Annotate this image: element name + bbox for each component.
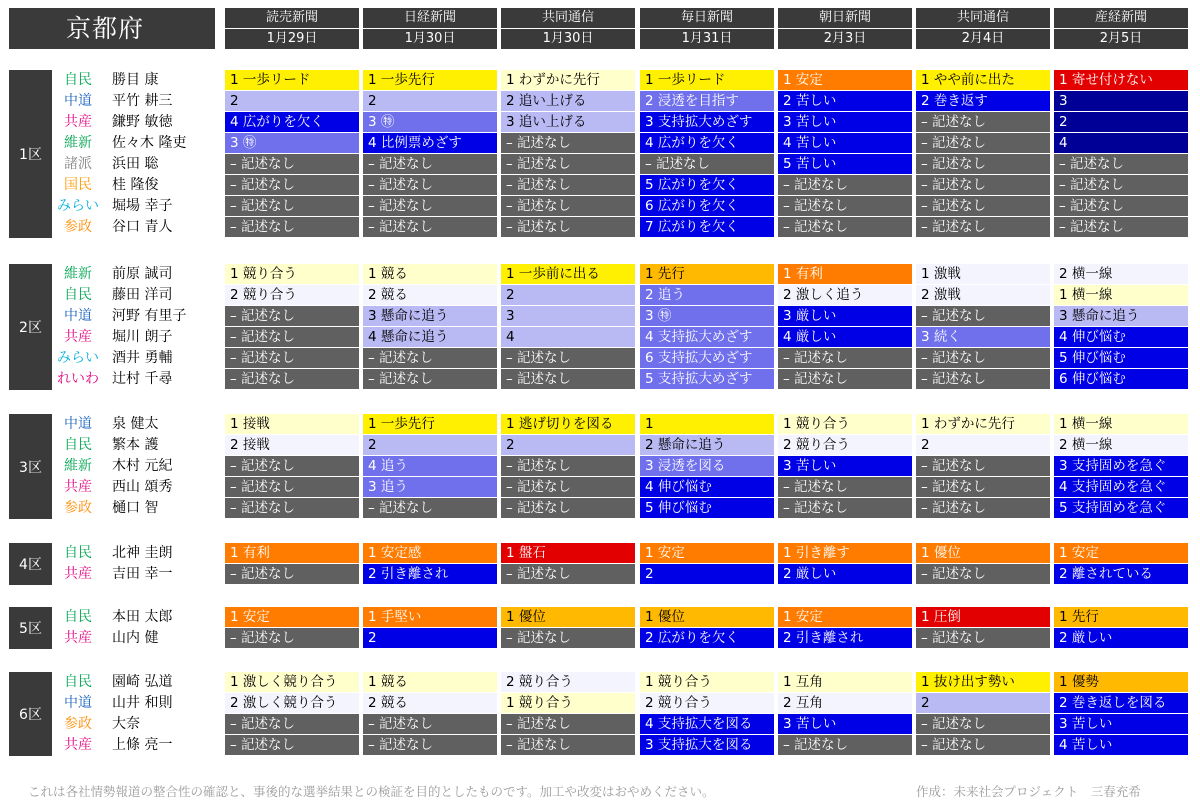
candidate-party: 中道	[64, 416, 92, 432]
candidate-name: 堀場 幸子	[112, 198, 173, 214]
forecast-cell: 3 厳しい	[778, 306, 912, 326]
forecast-cell: – 記述なし	[363, 735, 497, 755]
footer-note: これは各社情勢報道の整合性の確認と、事後的な選挙結果との検証を目的としたものです。加工や改変はおやめください。	[28, 784, 715, 799]
forecast-cell: 4 支持拡大を図る	[640, 714, 774, 734]
column-header-name: 共同通信	[501, 8, 635, 28]
column-header-date: 2月3日	[778, 29, 912, 49]
forecast-cell: 4 広がりを欠く	[225, 112, 359, 132]
candidate-name: 木村 元紀	[112, 458, 173, 474]
forecast-cell: 2 引き離され	[363, 564, 497, 584]
candidate-party: 国民	[64, 177, 92, 193]
forecast-cell: – 記述なし	[916, 735, 1050, 755]
forecast-cell: 2 競り合う	[501, 672, 635, 692]
forecast-cell: 1 有利	[778, 264, 912, 284]
forecast-cell: – 記述なし	[778, 175, 912, 195]
forecast-cell: – 記述なし	[501, 196, 635, 216]
forecast-cell: 2 激しく追う	[778, 285, 912, 305]
forecast-cell: 3 支持拡大めざす	[640, 112, 774, 132]
forecast-cell: – 記述なし	[1054, 217, 1188, 237]
forecast-cell: 5 伸び悩む	[640, 498, 774, 518]
forecast-cell: 2 激戦	[916, 285, 1050, 305]
candidate-party: みらい	[57, 350, 99, 366]
forecast-cell: – 記述なし	[916, 133, 1050, 153]
forecast-cell: – 記述なし	[225, 369, 359, 389]
column-header-name: 毎日新聞	[640, 8, 774, 28]
forecast-cell: – 記述なし	[225, 628, 359, 648]
forecast-cell: 1 競る	[363, 264, 497, 284]
forecast-cell: 3 苦しい	[778, 112, 912, 132]
forecast-cell: 2 競り合う	[225, 285, 359, 305]
forecast-cell: 2 横一線	[1054, 264, 1188, 284]
forecast-cell: – 記述なし	[225, 306, 359, 326]
forecast-cell: 2 厳しい	[778, 564, 912, 584]
forecast-cell: 2 追い上げる	[501, 91, 635, 111]
forecast-cell: 1 横一線	[1054, 414, 1188, 434]
forecast-cell: 2 巻き返す	[916, 91, 1050, 111]
forecast-cell: 4 支持拡大めざす	[640, 327, 774, 347]
forecast-cell: – 記述なし	[501, 154, 635, 174]
column-header-name: 共同通信	[916, 8, 1050, 28]
forecast-cell: 2	[916, 693, 1050, 713]
forecast-cell: – 記述なし	[916, 477, 1050, 497]
column-header-date: 1月31日	[640, 29, 774, 49]
forecast-cell: – 記述なし	[778, 217, 912, 237]
forecast-cell: – 記述なし	[640, 154, 774, 174]
forecast-cell: 3 支持固めを急ぐ	[1054, 456, 1188, 476]
candidate-party: みらい	[57, 198, 99, 214]
candidate-name: 辻村 千尋	[112, 371, 173, 387]
forecast-cell: – 記述なし	[225, 498, 359, 518]
forecast-cell: – 記述なし	[501, 217, 635, 237]
forecast-cell: 2 接戦	[225, 435, 359, 455]
district-label: 6区	[9, 672, 52, 756]
candidate-party: 自民	[64, 674, 92, 690]
forecast-cell: 2	[640, 564, 774, 584]
candidate-name: 泉 健太	[112, 416, 159, 432]
forecast-cell: 2 広がりを欠く	[640, 628, 774, 648]
candidate-party: 共産	[64, 329, 92, 345]
forecast-cell: – 記述なし	[363, 369, 497, 389]
forecast-cell: 1 一歩リード	[225, 70, 359, 90]
forecast-cell: 4 追う	[363, 456, 497, 476]
candidate-name: 河野 有里子	[112, 308, 187, 324]
forecast-cell: – 記述なし	[778, 498, 912, 518]
forecast-cell: 1 逃げ切りを図る	[501, 414, 635, 434]
forecast-cell: – 記述なし	[916, 369, 1050, 389]
forecast-cell: – 記述なし	[916, 196, 1050, 216]
column-header-date: 1月30日	[501, 29, 635, 49]
forecast-cell: 1 互角	[778, 672, 912, 692]
candidate-name: 堀川 朗子	[112, 329, 173, 345]
candidate-name: 本田 太郎	[112, 609, 173, 625]
candidate-name: 浜田 聡	[112, 156, 159, 172]
column-header-name: 産経新聞	[1054, 8, 1188, 28]
forecast-cell: 5 苦しい	[778, 154, 912, 174]
forecast-cell: 4 伸び悩む	[1054, 327, 1188, 347]
forecast-cell: – 記述なし	[1054, 175, 1188, 195]
forecast-cell: – 記述なし	[916, 175, 1050, 195]
forecast-cell: – 記述なし	[916, 154, 1050, 174]
forecast-cell: 1 優勢	[1054, 672, 1188, 692]
candidate-name: 大奈	[112, 716, 140, 732]
forecast-cell: 2	[1054, 112, 1188, 132]
forecast-cell: – 記述なし	[225, 196, 359, 216]
forecast-cell: – 記述なし	[916, 306, 1050, 326]
candidate-name: 北神 圭朗	[112, 545, 173, 561]
column-header-date: 2月4日	[916, 29, 1050, 49]
column-header-date: 1月29日	[225, 29, 359, 49]
forecast-cell: – 記述なし	[363, 714, 497, 734]
forecast-cell: 6 伸び悩む	[1054, 369, 1188, 389]
forecast-cell: 1 接戦	[225, 414, 359, 434]
forecast-cell: – 記述なし	[363, 175, 497, 195]
forecast-cell: 1 一歩先行	[363, 414, 497, 434]
column-header-name: 読売新聞	[225, 8, 359, 28]
candidate-party: 中道	[64, 308, 92, 324]
forecast-cell: 1 競り合う	[225, 264, 359, 284]
candidate-party: 自民	[64, 545, 92, 561]
forecast-cell: 1 先行	[1054, 607, 1188, 627]
forecast-cell: – 記述なし	[225, 175, 359, 195]
candidate-name: 山井 和則	[112, 695, 173, 711]
district-label: 4区	[9, 543, 52, 585]
forecast-cell: – 記述なし	[916, 217, 1050, 237]
forecast-cell: 4 苦しい	[778, 133, 912, 153]
forecast-cell: – 記述なし	[363, 196, 497, 216]
forecast-cell: 2 競る	[363, 693, 497, 713]
forecast-cell: – 記述なし	[501, 735, 635, 755]
forecast-cell: 3 苦しい	[778, 456, 912, 476]
forecast-cell: 6 支持拡大めざす	[640, 348, 774, 368]
candidate-name: 藤田 洋司	[112, 287, 173, 303]
forecast-cell: 2 競り合う	[640, 693, 774, 713]
candidate-party: 中道	[64, 695, 92, 711]
candidate-party: 共産	[64, 114, 92, 130]
forecast-cell: – 記述なし	[225, 154, 359, 174]
candidate-party: 自民	[64, 437, 92, 453]
forecast-cell: 1 引き離す	[778, 543, 912, 563]
forecast-cell: 1 わずかに先行	[916, 414, 1050, 434]
district-label: 1区	[9, 70, 52, 238]
forecast-cell: 2 苦しい	[778, 91, 912, 111]
forecast-cell: – 記述なし	[501, 175, 635, 195]
forecast-cell: – 記述なし	[501, 348, 635, 368]
forecast-cell: – 記述なし	[501, 133, 635, 153]
candidate-name: 吉田 幸一	[112, 566, 173, 582]
candidate-party: 参政	[64, 219, 92, 235]
forecast-cell: 3 苦しい	[778, 714, 912, 734]
forecast-cell: – 記述なし	[225, 735, 359, 755]
forecast-cell: – 記述なし	[916, 714, 1050, 734]
forecast-cell: – 記述なし	[501, 564, 635, 584]
candidate-name: 佐々木 隆吏	[112, 135, 187, 151]
forecast-cell: 1 安定	[225, 607, 359, 627]
forecast-cell: 1 先行	[640, 264, 774, 284]
forecast-cell: 5 広がりを欠く	[640, 175, 774, 195]
forecast-cell: 2	[501, 435, 635, 455]
forecast-cell: 3 続く	[916, 327, 1050, 347]
forecast-cell: 1 安定感	[363, 543, 497, 563]
page-title: 京都府	[9, 8, 215, 49]
candidate-party: れいわ	[57, 371, 99, 387]
forecast-cell: 1 激しく競り合う	[225, 672, 359, 692]
forecast-cell: 3	[501, 306, 635, 326]
candidate-name: 桂 隆俊	[112, 177, 159, 193]
forecast-cell: 4 比例票めざす	[363, 133, 497, 153]
forecast-cell: – 記述なし	[916, 498, 1050, 518]
forecast-cell: 1 手堅い	[363, 607, 497, 627]
forecast-cell: 1 一歩リード	[640, 70, 774, 90]
forecast-cell: 2 厳しい	[1054, 628, 1188, 648]
candidate-party: 自民	[64, 287, 92, 303]
forecast-cell: 1 横一線	[1054, 285, 1188, 305]
forecast-cell: 3 懸命に追う	[1054, 306, 1188, 326]
forecast-cell: 1 競り合う	[778, 414, 912, 434]
forecast-cell: – 記述なし	[225, 564, 359, 584]
forecast-cell: 1 安定	[778, 70, 912, 90]
candidate-party: 諸派	[64, 156, 92, 172]
forecast-cell: 2 離されている	[1054, 564, 1188, 584]
forecast-cell: 3 ㊕	[640, 306, 774, 326]
forecast-cell: – 記述なし	[778, 196, 912, 216]
forecast-cell: 4 支持固めを急ぐ	[1054, 477, 1188, 497]
candidate-name: 酒井 勇輔	[112, 350, 173, 366]
forecast-cell: – 記述なし	[916, 456, 1050, 476]
forecast-cell: 2	[225, 91, 359, 111]
forecast-cell: – 記述なし	[501, 369, 635, 389]
forecast-cell: – 記述なし	[363, 348, 497, 368]
district-label: 2区	[9, 264, 52, 390]
forecast-cell: – 記述なし	[501, 477, 635, 497]
forecast-cell: 4	[1054, 133, 1188, 153]
column-header-name: 朝日新聞	[778, 8, 912, 28]
forecast-cell: – 記述なし	[225, 456, 359, 476]
forecast-cell: 4 懸命に追う	[363, 327, 497, 347]
forecast-cell: 4 苦しい	[1054, 735, 1188, 755]
forecast-cell: 4	[501, 327, 635, 347]
forecast-cell: – 記述なし	[778, 348, 912, 368]
forecast-cell: – 記述なし	[1054, 196, 1188, 216]
forecast-cell: – 記述なし	[916, 628, 1050, 648]
forecast-cell: – 記述なし	[225, 217, 359, 237]
candidate-name: 西山 頌秀	[112, 479, 173, 495]
forecast-cell: – 記述なし	[225, 348, 359, 368]
forecast-cell: – 記述なし	[363, 498, 497, 518]
district-label: 5区	[9, 607, 52, 649]
candidate-name: 前原 誠司	[112, 266, 173, 282]
forecast-cell: 3 ㊕	[225, 133, 359, 153]
forecast-cell: – 記述なし	[778, 477, 912, 497]
candidate-party: 共産	[64, 630, 92, 646]
forecast-cell: 3 支持拡大を図る	[640, 735, 774, 755]
forecast-cell: 1 一歩前に出る	[501, 264, 635, 284]
candidate-party: 共産	[64, 479, 92, 495]
forecast-cell: – 記述なし	[916, 564, 1050, 584]
candidate-party: 自民	[64, 609, 92, 625]
forecast-cell: – 記述なし	[501, 498, 635, 518]
forecast-cell: 5 伸び悩む	[1054, 348, 1188, 368]
forecast-cell: 3 苦しい	[1054, 714, 1188, 734]
forecast-cell: – 記述なし	[916, 348, 1050, 368]
forecast-cell: 1 競る	[363, 672, 497, 692]
forecast-cell: 1 安定	[640, 543, 774, 563]
forecast-cell: 1 競り合う	[640, 672, 774, 692]
forecast-cell: 1 安定	[778, 607, 912, 627]
candidate-name: 谷口 青人	[112, 219, 173, 235]
forecast-cell: 2 巻き返しを図る	[1054, 693, 1188, 713]
candidate-name: 上條 亮一	[112, 737, 173, 753]
forecast-cell: 4 伸び悩む	[640, 477, 774, 497]
forecast-cell: 2	[501, 285, 635, 305]
forecast-cell: 2 懸命に追う	[640, 435, 774, 455]
forecast-cell: 2 横一線	[1054, 435, 1188, 455]
forecast-cell: – 記述なし	[501, 714, 635, 734]
forecast-cell: – 記述なし	[501, 456, 635, 476]
forecast-cell: 3 懸命に追う	[363, 306, 497, 326]
candidate-party: 維新	[64, 266, 92, 282]
forecast-cell: – 記述なし	[225, 714, 359, 734]
forecast-cell: 1 わずかに先行	[501, 70, 635, 90]
forecast-cell: 3	[1054, 91, 1188, 111]
column-header-date: 2月5日	[1054, 29, 1188, 49]
forecast-cell: 2 互角	[778, 693, 912, 713]
forecast-cell: 3 追い上げる	[501, 112, 635, 132]
candidate-party: 中道	[64, 93, 92, 109]
candidate-party: 参政	[64, 500, 92, 516]
forecast-cell: 6 広がりを欠く	[640, 196, 774, 216]
forecast-cell: – 記述なし	[916, 112, 1050, 132]
candidate-party: 参政	[64, 716, 92, 732]
candidate-name: 樋口 智	[112, 500, 159, 516]
forecast-cell: 1 盤石	[501, 543, 635, 563]
forecast-cell: – 記述なし	[778, 735, 912, 755]
candidate-name: 園崎 弘道	[112, 674, 173, 690]
forecast-cell: 2	[363, 435, 497, 455]
forecast-cell: – 記述なし	[501, 628, 635, 648]
column-header-date: 1月30日	[363, 29, 497, 49]
forecast-cell: 4 厳しい	[778, 327, 912, 347]
candidate-name: 平竹 耕三	[112, 93, 173, 109]
forecast-cell: – 記述なし	[363, 154, 497, 174]
forecast-cell: – 記述なし	[1054, 154, 1188, 174]
forecast-cell: 1 有利	[225, 543, 359, 563]
forecast-cell: 5 支持固めを急ぐ	[1054, 498, 1188, 518]
forecast-cell: 1 やや前に出た	[916, 70, 1050, 90]
district-label: 3区	[9, 414, 52, 519]
forecast-cell: 1 安定	[1054, 543, 1188, 563]
forecast-cell: – 記述なし	[225, 327, 359, 347]
forecast-cell: 2	[916, 435, 1050, 455]
forecast-cell: – 記述なし	[363, 217, 497, 237]
forecast-cell: 1 抜け出す勢い	[916, 672, 1050, 692]
forecast-cell: 2 追う	[640, 285, 774, 305]
candidate-party: 維新	[64, 458, 92, 474]
forecast-cell: 2	[363, 91, 497, 111]
forecast-cell: 2 引き離され	[778, 628, 912, 648]
forecast-cell: – 記述なし	[778, 369, 912, 389]
forecast-cell: 2 浸透を目指す	[640, 91, 774, 111]
column-header-name: 日経新聞	[363, 8, 497, 28]
forecast-cell: 3 浸透を図る	[640, 456, 774, 476]
forecast-cell: 3 追う	[363, 477, 497, 497]
forecast-cell: 4 広がりを欠く	[640, 133, 774, 153]
forecast-cell: 1	[640, 414, 774, 434]
candidate-name: 山内 健	[112, 630, 159, 646]
candidate-name: 鎌野 敏徳	[112, 114, 173, 130]
forecast-cell: 1 圧倒	[916, 607, 1050, 627]
forecast-cell: 7 広がりを欠く	[640, 217, 774, 237]
forecast-cell: 1 優位	[916, 543, 1050, 563]
candidate-name: 勝目 康	[112, 72, 159, 88]
forecast-cell: 5 支持拡大めざす	[640, 369, 774, 389]
forecast-cell: 2 競り合う	[778, 435, 912, 455]
forecast-cell: 1 優位	[501, 607, 635, 627]
forecast-cell: 1 一歩先行	[363, 70, 497, 90]
candidate-party: 自民	[64, 72, 92, 88]
forecast-cell: 1 優位	[640, 607, 774, 627]
forecast-cell: 2 激しく競り合う	[225, 693, 359, 713]
footer-credit: 作成：未来社会プロジェクト 三春充希	[916, 784, 1141, 799]
candidate-party: 共産	[64, 566, 92, 582]
candidate-party: 共産	[64, 737, 92, 753]
forecast-cell: 2 競る	[363, 285, 497, 305]
forecast-cell: 1 競り合う	[501, 693, 635, 713]
forecast-cell: 1 寄せ付けない	[1054, 70, 1188, 90]
forecast-cell: 1 激戦	[916, 264, 1050, 284]
forecast-cell: 2	[363, 628, 497, 648]
forecast-cell: 3 ㊕	[363, 112, 497, 132]
forecast-cell: – 記述なし	[225, 477, 359, 497]
candidate-name: 繁本 護	[112, 437, 159, 453]
candidate-party: 維新	[64, 135, 92, 151]
